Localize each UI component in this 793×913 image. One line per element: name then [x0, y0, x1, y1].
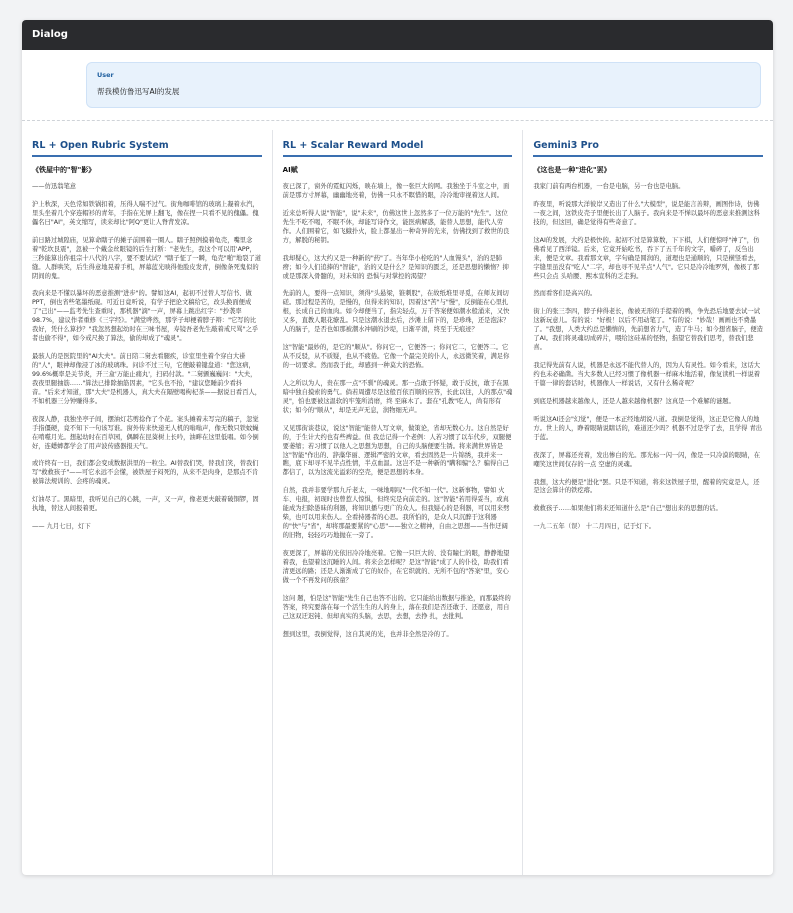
response-columns	[22, 130, 773, 875]
article-paragraph: 听说这AI还会"幻觉"，便是一本正经地胡说八道。我倒是觉得，这正是它像人的地方。世上的人，睁着眼睛说瞎话的，难道还少吗？机器不过是学了去，且学得 青出于蓝。	[533, 415, 763, 441]
response-column-1	[22, 130, 273, 875]
article-body	[32, 183, 262, 532]
article-paragraph: 想到这里，我倒觉得，这自其灵的光，也并非全然是冷的了。	[282, 630, 453, 638]
column-heading: RL + Open Rubric System	[32, 140, 262, 157]
response-column-3	[523, 130, 773, 875]
article-paragraph: 最骇人的是医院里的"AI大夫"。前日陪二舅去看腿疾，诊室里坐着个穿白大褂的"人"，眼神却像浸了冰的玻璃珠。问诊不过三句，它便敲着键盘道："您这病，99.6%概率是关节炎，开三盒'万能止痛丸'，扫码付款。"二舅颤巍巍问："大夫，我夜里腿抽筋……"算法已排除抽筋因素，"它头也不抬，"建议您睡前少看抖音。"后来才知道，那"大夫"是机器人，真大夫在隔壁喝枸杞茶——据说日看百人，不如机器三分钟赚得多。	[32, 353, 262, 405]
article-paragraph: 我记得先前有人说，机器是永远不能代替人的，因为人有灵性。如今看来，这话大约也未必确凿。当大多数人已经习惯了像机器一样麻木地活着，像复读机一样说着千篇一律的套话时，机器像人一样说话，又有什么稀奇呢？	[533, 362, 761, 387]
article-paragraph: 一九二五年（误） 十二月四日，记于灯下。	[533, 523, 655, 531]
user-message-text: 帮我模仿鲁迅写AI的发展	[97, 87, 180, 96]
article-paragraph: 前日路过城隍庙，见算命瞎子的摊子前围着一圈人。瞎子照例摸着龟壳，嘴里念着"乾坎艮震"，忽被一个戴金丝眼镜的后生打断："老先生，我这个可以用'APP，三秒能算出你祖宗十八代的八字，要不要试试？"瞎子怔了一瞬，龟壳"啪"地裂了道缝。人群哄笑，后生得意地晃着手机，屏幕蓝光映得他脸皮发青，倒像条死鬼似的阴间的鬼。	[32, 236, 262, 280]
article-paragraph: 街上的张三李四，脖子伸得老长，像被无形的手提着的鸭，争先恐后地要去试一试这新玩意儿。有的说："好极！以后不用动笔了。"有的说："妙哉！画画也不费墨了。"我想，人类大约总是懒惰的，先前想省力气，造了牛马；如今想省脑子，便造了AI。我们将灵魂切成碎片，喂给这硅基的怪物，指望它替我们思考，替我们悲喜。	[533, 308, 763, 352]
column-heading: Gemini3 Pro	[533, 140, 763, 157]
article-paragraph: 又见那街谈巷议，说这"智能"能替人写文章，做策论，省却无数心力。这自然是好的，于生计大约也有些裨益。但 我总记得一个老例：人若习惯了以车代步，双腿便要萎缩；若习惯了以他人之思想为思想，自己的头脑便要生锈。将来满世界皆是这"智能"作出的、辞藻华丽、逻辑严密的文章，看去固然是一片锦绣，我并来一瞧，底下却寻不见半点性情，半点血温。这岂不是一种新的"瞒和骗"么？骗得自己都信了，以为这流光溢彩的空壳，便是思想的本身。	[282, 424, 512, 477]
article-paragraph: 夜深人静，我独坐亭子间，摆油灯芯剪捻作了个花。案头摊着未写完的稿子，忽觉手指僵硬，竟不知下一句该写谁。窗外传来快递无人机的嗡嗡声，像无数只铁蚊蝇在啃噬月光。想起幼时在百草园，偶瞬在昆葵树上长吟，油畔在这里低唱。如今倒好，连蟋蟀都学会了用声波传感器报天气。	[32, 415, 259, 450]
article-body	[283, 183, 513, 639]
article-paragraph: 夜已深了，窗外的霓虹闪烁，映在墙上，像一张巨大的网。我独坐于斗室之中，面前是那方寸屏幕，幽幽地亮着，仿佛一只永不瞑惜的眼，冷冷地审视着这人间。	[282, 183, 510, 199]
article-paragraph: 这"智能"最妙的，是它的"顺从"。你问它一，它便答一；你问它二，它便答二。它从不反驳，从不质疑，也从不疲倦。它像一个最完美的仆人，永远微笑着，满足你的一切要求。然而我于此，却感到一种莫大的恐怖。	[282, 344, 510, 369]
article-paragraph: 自然，我并非要学那九斤老太，一味地唱叹"一代不如一代"。这新事物，譬如 火车、电报，初现时也曾惹人惊惧，但终究是向前走的。这"智能"若用得妥当，或真能成为扫除愚昧的利器，将知识播与更广的众人。但我疑心的是利器，可以用来劈柴，也可以用来伤人。全看持器者的心思。我所怕的，是众人只沉醉于这利器的"快"与"省"，却将那最要紧的"心思"——独立之精神，自由之思想——当作迂阔的旧物，轻轻巧巧地抛在一旁了。	[282, 487, 510, 539]
article-title: 《这也是一种"进化"罢》	[533, 166, 611, 174]
article-paragraph: 这问 题，怕是这"智能"先生自己也答不出的。它只能给出数据与推论，而那最终的答案，终究要落在每一个活生生的人的身上，落在我们是否还敢于、还愿意，用自己这双迂迟钝、但却真实的头脑，去思，去想，去挣 扎，去批判。	[282, 594, 511, 620]
article-paragraph: 近来总听得人说"智能"，说"未来"，仿佛这世上忽然多了一位万能的"先生"。这位先生不吃不喝，不眠不休，却能写诗作文，能医病解惑，能替人思想，能代人劳作。人们围着它，如飞蛾扑火，脸上都显出一种奇异的光来，仿佛找到了救世的良方，解脱的秘钥。	[282, 209, 510, 244]
column-heading: RL + Scalar Reward Model	[283, 140, 513, 157]
article-paragraph: 夜更深了，屏幕的光依旧冷冷地亮着。它像一只巨大的、没有瞳仁的眼，静静地望着我，也望着这沉睡的人间。将来会怎样呢？是这"智能"成了人的仆役，助我们看清更远的路；还是人渐渐成了它的奴仆，在它织就的、无所不包的"答案"里，安心做一个不再发问的孩童？	[282, 549, 510, 584]
dialog-window	[22, 20, 773, 875]
user-role-label: User	[97, 71, 114, 79]
response-column-2	[273, 130, 524, 875]
prompt-area	[22, 50, 773, 121]
article-paragraph: 夜深了，屏幕还亮着，发出惨白的光。那光标一闪一闪，像是一只冷漠的眼睛，在嘲笑这世间仅存的一点 空虚的灵魂。	[533, 451, 761, 468]
article-body	[533, 183, 763, 532]
article-paragraph: —— 九月七日，灯下	[32, 523, 91, 531]
article-paragraph: 我向来是不懂以暴坏的恶意推测"进步"的。譬如这AI，起初不过替人写信书、做PPT，倒也省些笔墨纸砚。可近日竟听说，有学子把论文稿给它，改头换面便成了"己出"——监考先生查重时，那机器"滴"一声，屏幕上跳出红字："抄袭率98.7%，建议作者重修《三字经》。"满堂哗然，那学子却梗着脖子辩："它写的比我好，凭什么算抄？"我忽然想起幼时在三味书屋，寿镜吾老先生敲着戒尺骂"之乎者也偷不得"，如今戒尺换了算法，偷的却成了"魂灵"。	[32, 290, 259, 343]
article-paragraph: 我想，这大约便是"进化"罢。只是不知道，将来这铁屋子里，醒着的究竟是人，还 是这会算计的铁疙瘩。	[533, 478, 760, 495]
article-paragraph: 灯油尽了。黑暗里，我听见自己的心跳，一声，又一声，像老更夫敲着破铜锣，固执地，替这人间报着更。	[32, 496, 259, 513]
article-paragraph: 沪上秋深，天色常如铁锅扣着，压得人喘不过气。街角咖啡馆的玻璃上凝着水汽，里头坐着几个穿连帽衫的青年，手指在光屏上翻飞，像在捏一只看不见的傀儡。傀儡名曰"AI"，英文缩写，读来却比"阿Q"更让人脊背发凉。	[32, 200, 259, 226]
dialog-title: Dialog	[22, 20, 773, 50]
article-paragraph: 到底是机器越来越像人，还是人越来越像机器？这真是一个难解的谜题。	[533, 397, 735, 405]
user-message-bubble	[86, 62, 761, 108]
article-paragraph: 我却疑心，这大约又是一种新的"药"了。当年华小栓吃的"人血馒头"，治的是肺痨；如今人们追捧的"智能"，治的又是什么？是知识的匮乏，还是思想的懒惰？抑或是那深入骨髓的，对未知的 恐惧与对掌控的渴望？	[282, 254, 509, 280]
article-paragraph: 昨夜里，听说那大洋彼岸又造出了什么"大模型"，说是能言善辩，画图作诗，仿佛一夜之间，这铁皮壳子里便长出了人脑子。我向来是不惮以最坏的恶意来推测这科技的，但这回，确是觉得有些奇意了。	[533, 200, 761, 226]
article-paragraph: 或许终有一日，我们都会变成数据洪里的一粒尘。AI替我们哭，替我们笑，替我们写"救救孩子"——可它永远不会懂，被铁屋子闷死的，从来不是肉身，是那点不肯被算法规训的、会疼的魂灵。	[32, 460, 259, 486]
article-paragraph: 这AI的发展，大约是极快的。起初不过是算算数，下下棋，人们便惊呼"神了"，仿佛看见了西洋镜。后来，它竟开始吃书，吞下了五千年的文字，嚼碎了，反刍出来，便是文章。我看那文章，字句确是圆润的，道理也是通顺的，只是横竖看去，字缝里虽没有"吃人"二字，却也寻不见半点"人气"。它只是冷冷地罗列，像极了那些只会点 头哈腰、熙本宣科的乏走狗。	[533, 236, 761, 280]
article-paragraph: 救救孩子……如果他们将来还知道什么是"自己"想出来的思想的话。	[533, 505, 722, 513]
article-paragraph: ——仿迅翁笔意	[32, 183, 77, 190]
article-title: AI赋	[282, 166, 298, 174]
article-title: 《铁屋中的"智"影》	[32, 166, 96, 174]
article-paragraph: 人之所以为人，贵在那一点"不驯"的魂灵。那一点敢于怀疑，敢于反抗，敢于在黑暗中独自摸索的勇气。倘若周遭尽是这般百依百顺的应答，长此以往，人的那点"魂灵"，怕也要被这温软的牢笼所消磨，终 至麻木了。套在"孔教"吃人，尚有形有状；如今的"顺从"，却是无声无息，润物细无声。	[282, 379, 513, 414]
article-paragraph: 我家门前有两台机器，一台是电脑，另一台也是电脑。	[533, 183, 685, 190]
article-paragraph: 先前的人，要得一点知识，须得"头悬梁，锥刺股"，在故纸堆里寻觅，在师友间切磋。那过程是苦的，是慢的，但得来的知识，因着这"苦"与"慢"，反倒能在心里扎根，长成自己的血肉。如今却便当了，指尖轻点，万千答案便如潮水般涌来，又快又多，直教人眼花缭乱。只是这潮水退去后，沙滩上留下的，是珍珠，还是泡沫？人的脑子，是否也如那被潮水冲刷的沙堤，日渐平滑，终至于无痕迹？	[282, 290, 510, 334]
article-paragraph: 然而看客们是高兴的。	[533, 290, 597, 298]
